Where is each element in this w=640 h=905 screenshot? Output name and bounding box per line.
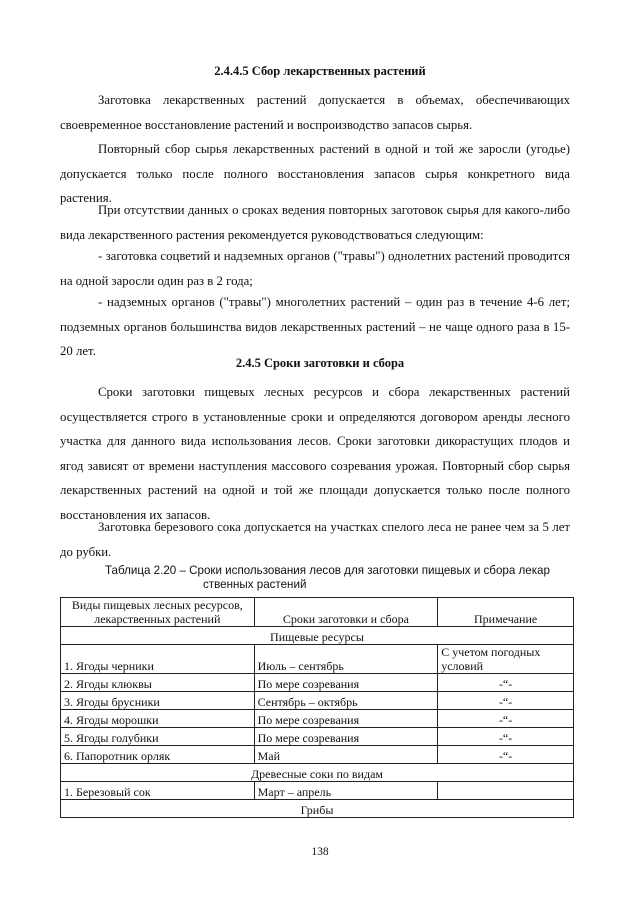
table-header-row [61, 598, 574, 627]
table-cell: По мере созревания [254, 710, 438, 728]
paragraph: Повторный сбор сырья лекарственных растений в одной и той же заросли (угодье) допускается только после полного восстановления запасов сырья конкретного вида растения. [60, 142, 570, 206]
table-caption [105, 564, 560, 592]
table-group-row [61, 627, 574, 645]
header-cell: Виды пищевых лесных ресурсов, лекарственных растений [61, 598, 255, 627]
paragraph: Заготовка лекарственных растений допускается в объемах, обеспечивающих своевременное восстановление растений и воспроизводство запасов сырья. [60, 93, 570, 132]
header-cell: Примечание [438, 598, 574, 627]
table-cell: 1. Ягоды черники [61, 645, 255, 674]
table-cell: 6. Папоротник орляк [61, 746, 255, 764]
table-cell: По мере созревания [254, 674, 438, 692]
table-row [61, 692, 574, 710]
table-cell: 2. Ягоды клюквы [61, 674, 255, 692]
table-cell: 1. Березовый сок [61, 782, 255, 800]
table-cell: 5. Ягоды голубики [61, 728, 255, 746]
table-cell: 3. Ягоды брусники [61, 692, 255, 710]
table-cell: -“- [438, 710, 574, 728]
table-row [61, 710, 574, 728]
paragraph: Сроки заготовки пищевых лесных ресурсов и сбора лекарственных растений осуществляется строго в установленные сроки и определяются договором аренды лесного участка для данного вида использования лесов. Сроки заготовки дикорастущих плодов и ягод зависят от времени наступления массового созревания урожая. Повторный сбор сырья лекарственных растений на одной и той же площади допускается только после полного восстановления их запасов. [60, 385, 570, 522]
table-cell: Сентябрь – октябрь [254, 692, 438, 710]
table-caption-line2: ственных растений [203, 578, 307, 591]
section-heading-2: 2.4.5 Сроки заготовки и сбора [235, 356, 405, 370]
table-row [61, 782, 574, 800]
table-row [61, 645, 574, 674]
table-cell: С учетом погодных условий [438, 645, 574, 674]
table-cell: Март – апрель [254, 782, 438, 800]
table-cell: 4. Ягоды морошки [61, 710, 255, 728]
table-cell: -“- [438, 674, 574, 692]
table-cell: Май [254, 746, 438, 764]
table-row [61, 746, 574, 764]
table-row [61, 728, 574, 746]
table-cell: По мере созревания [254, 728, 438, 746]
paragraph: Заготовка березового сока допускается на участках спелого леса не ранее чем за 5 лет до рубки. [60, 520, 570, 559]
header-cell: Сроки заготовки и сбора [254, 598, 438, 627]
table-cell: Июль – сентябрь [254, 645, 438, 674]
table-cell: -“- [438, 746, 574, 764]
table-group-row [61, 800, 574, 818]
table-group-row [61, 764, 574, 782]
table-caption-line1: Таблица 2.20 – Сроки использования лесов для заготовки пищевых и сбора лекар [105, 564, 550, 577]
table-row [61, 674, 574, 692]
group-cell: Грибы [61, 800, 574, 818]
paragraph: При отсутствии данных о сроках ведения повторных заготовок сырья для какого-либо вида лекарственного растения рекомендуется руководствоваться следующим: [60, 203, 570, 242]
table-cell: -“- [438, 692, 574, 710]
page-number: 138 [311, 846, 329, 858]
harvest-periods-table [60, 597, 574, 818]
group-cell: Древесные соки по видам [61, 764, 574, 782]
table-cell [438, 782, 574, 800]
table-cell: -“- [438, 728, 574, 746]
paragraph: - заготовка соцветий и надземных органов ("травы") однолетних растений проводится на одной заросли один раз в 2 года; [60, 249, 570, 288]
paragraph: - надземных органов ("травы") многолетних растений – один раз в течение 4-6 лет; подземных органов большинства видов лекарственных растений – не чаще одного раза в 15-20 лет. [60, 295, 570, 359]
section-heading: 2.4.4.5 Сбор лекарственных растений [214, 64, 426, 78]
group-cell: Пищевые ресурсы [61, 627, 574, 645]
